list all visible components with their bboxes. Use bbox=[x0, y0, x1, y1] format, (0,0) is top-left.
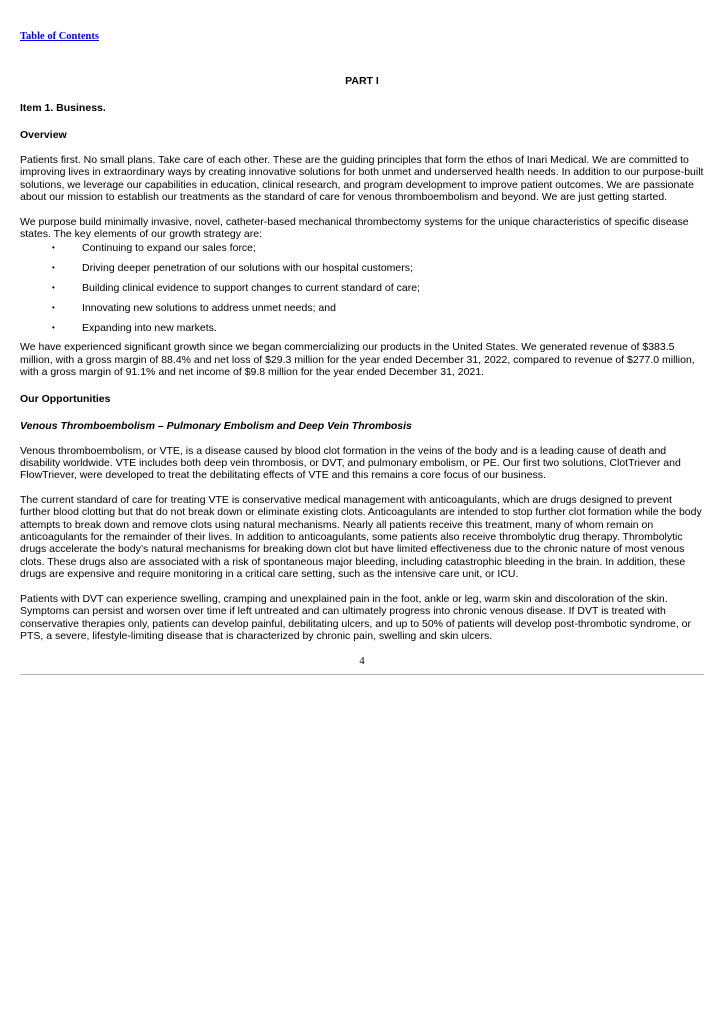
document-page bbox=[20, 26, 704, 683]
opportunities-paragraph-1: Venous thromboembolism, or VTE, is a disease caused by blood clot formation in the veins of the body and is a leading cause of death and disability worldwide. VTE includes both deep vein thrombosis, or DVT, and pulmonary embolism, or PE. Our first two solutions, ClotTriever and FlowTriever, were developed to treat the debilitating effects of VTE and this remains a core focus of our business. bbox=[20, 444, 681, 482]
bullet-icon: • bbox=[52, 283, 55, 293]
overview-heading: Overview bbox=[20, 129, 67, 141]
overview-paragraph-1: Patients first. No small plans. Take care of each other. These are the guiding principles that form the ethos of Inari Medical. We are committed to improving lives in extraordinary ways by creating innovative solutions for both unmet and underserved health needs. In addition to our purpose-built solutions, we leverage our capabilities in education, clinical research, and program development to improve patient outcomes. We are passionate about our mission to establish our treatments as the standard of care for venous thromboembolism and beyond. We are just getting started. bbox=[20, 154, 704, 204]
page-divider bbox=[20, 674, 704, 675]
bullet-icon: • bbox=[52, 302, 55, 312]
growth-strategy-list bbox=[20, 242, 704, 334]
list-item-text: Continuing to expand our sales force; bbox=[82, 242, 256, 255]
page-number: 4 bbox=[359, 656, 365, 668]
overview-paragraph-3: We have experienced significant growth since we began commercializing our products in the United States. We generated revenue of $383.5 million, with a gross margin of 88.4% and net loss of $29.3 million for the year ended December 31, 2022, compared to revenue of $277.0 million, with a gross margin of 91.1% and net income of $9.8 million for the year ended December 31, 2021. bbox=[20, 341, 695, 379]
bullet-icon: • bbox=[52, 322, 55, 332]
list-item-text: Expanding into new markets. bbox=[82, 321, 217, 334]
opportunities-heading: Our Opportunities bbox=[20, 392, 111, 405]
overview-paragraph-2: We purpose build minimally invasive, novel, catheter-based mechanical thrombectomy systems for the unique characteristics of specific disease states. The key elements of our growth strategy are: bbox=[20, 215, 689, 241]
list-item-text: Innovating new solutions to address unmet needs; and bbox=[82, 301, 336, 314]
list-item bbox=[20, 262, 704, 274]
vte-subheading: Venous Thromboembolism – Pulmonary Embolism and Deep Vein Thrombosis bbox=[20, 419, 412, 432]
list-item bbox=[20, 282, 704, 294]
opportunities-paragraph-3: Patients with DVT can experience swelling, cramping and unexplained pain in the foot, ankle or leg, warm skin and discoloration of the skin. Symptoms can persist and worsen over time if left untreated and can ultimately progress into chronic venous disease. If DVT is treated with conservative therapies only, patients can develop painful, debilitating ulcers, and up to 50% of patients will develop post-thrombotic syndrome, or PTS, a severe, lifestyle-limiting disease that is characterized by chronic pain, swelling and skin ulcers. bbox=[20, 592, 692, 642]
list-item-text: Driving deeper penetration of our solutions with our hospital customers; bbox=[82, 262, 413, 275]
list-item bbox=[20, 242, 704, 254]
opportunities-paragraph-2: The current standard of care for treating VTE is conservative medical management with anticoagulants, which are drugs designed to prevent further blood clotting but that do not break down or eliminate existing clots. Anticoagulants are intended to stop further clot formation while the body attempts to break down and remove clots using natural mechanisms. Nearly all patients receive this treatment, many of whom remain on anticoagulants for the remainder of their lives. In addition to anticoagulants, some patients also receive thrombolytic drug therapy. Thrombolytic drugs accelerate the body’s natural mechanisms for breaking down clot but have limited effectiveness due to the chronic nature of most venous clots. These drugs also are associated with a risk of spontaneous major bleeding, including catastrophic bleeding in the brain. In addition, these drugs are expensive and require monitoring in a critical care setting, such as the intensive care unit, or ICU. bbox=[20, 493, 702, 581]
part-title: PART I bbox=[345, 75, 379, 87]
bullet-icon: • bbox=[52, 263, 55, 273]
list-item-text: Building clinical evidence to support changes to current standard of care; bbox=[82, 282, 420, 295]
table-of-contents-link[interactable]: Table of Contents bbox=[20, 31, 99, 42]
list-item bbox=[20, 302, 704, 314]
item-title: Item 1. Business. bbox=[20, 102, 106, 114]
list-item bbox=[20, 322, 704, 334]
bullet-icon: • bbox=[52, 243, 55, 253]
